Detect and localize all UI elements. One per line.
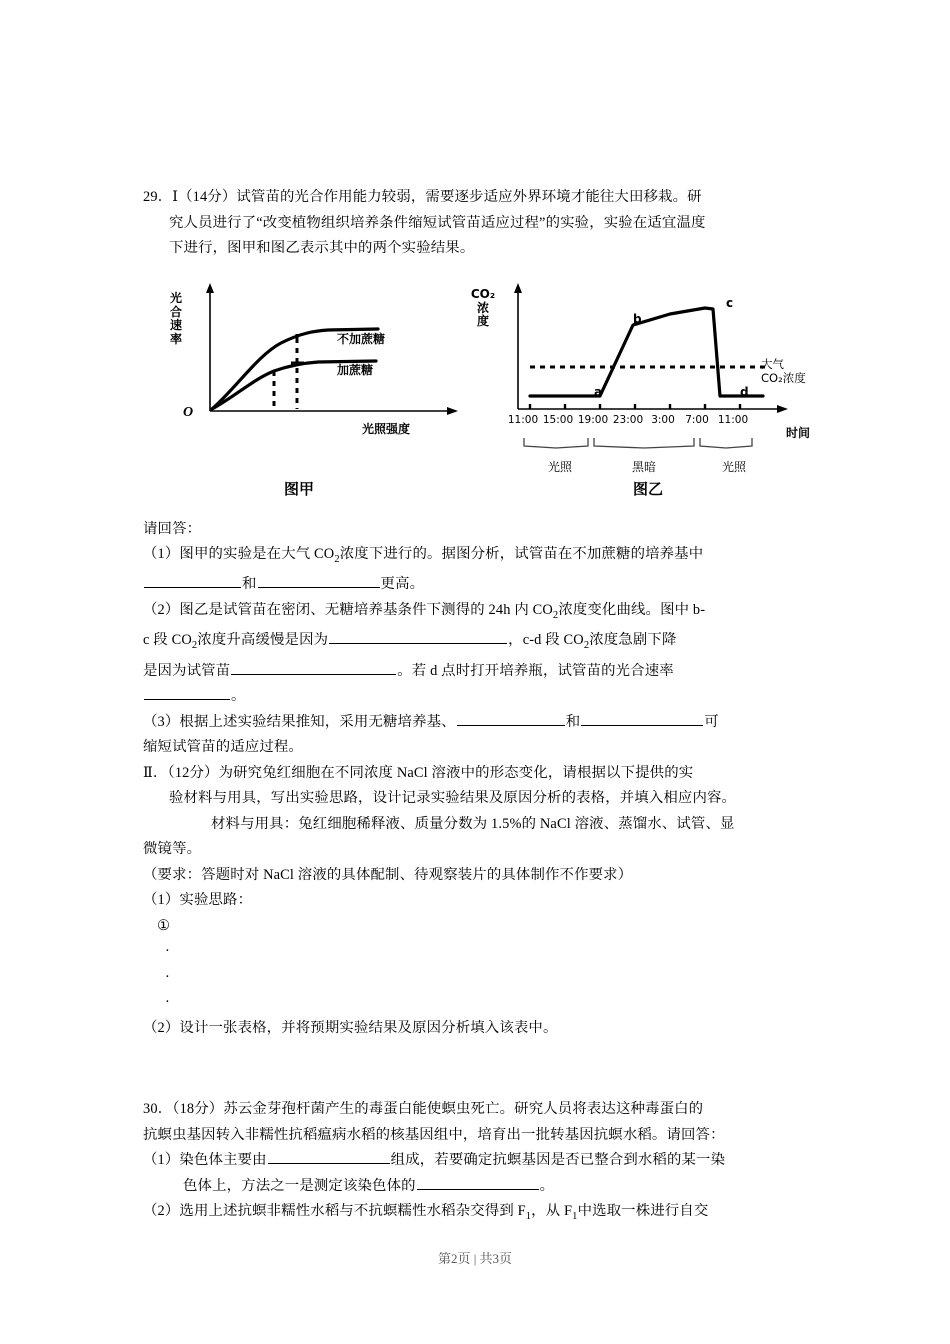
chart2-xtick-1: 15:00 <box>542 414 574 426</box>
q29-item3-text-c: 可 <box>704 713 719 730</box>
q30-item1-line1 <box>143 1148 815 1174</box>
chart1-ylabel-char-1: 合 <box>169 304 182 319</box>
answer-blank[interactable] <box>144 684 230 700</box>
q29-item2-text-g: 是因为试管苗 <box>143 662 231 679</box>
chart2-xtick-5: 7:00 <box>685 414 709 426</box>
q29-part2-requirement: （要求：答题时对 NaCl 溶液的具体配制、待观察装片的具体制作不作要求） <box>143 866 633 883</box>
chart2-phase-label-dark: 黑暗 <box>631 460 656 474</box>
chart1-series-label-no-sucrose: 不加蔗糖 <box>337 332 386 346</box>
q29-item1-text-c: 和 <box>242 576 257 593</box>
chart2-ylabel-char-2: 度 <box>476 314 489 328</box>
answer-blank[interactable] <box>144 572 241 588</box>
chart2-xtick-0: 11:00 <box>507 414 539 426</box>
q30-item1-text-a: （1）染色体主要由 <box>143 1152 267 1169</box>
q30-item2-text-b: ，从 F <box>531 1203 573 1220</box>
q29-item1-text-a: （1）图甲的实验是在大气 CO <box>143 546 335 562</box>
q30-stem-line1: 30．（18分）苏云金芽孢杆菌产生的毒蛋白能使螟虫死亡。研究人员将表达这种毒蛋白的 <box>143 1101 704 1118</box>
answer-blank[interactable] <box>457 710 565 726</box>
q30-item2-text-a: （2）选用上述抗螟非糯性水稻与不抗螟糯性水稻杂交得到 F <box>143 1203 526 1220</box>
q29-stem-line1: 29．Ⅰ（14分）试管苗的光合作用能力较弱，需要逐步适应外界环境才能往大田移栽。研 <box>143 189 702 205</box>
q29-item2-sub1: 2 <box>552 609 559 621</box>
chart2-ylabel-char-0: CO₂ <box>470 287 496 301</box>
q29-item2-text-e: ，c-d 段 CO <box>508 632 584 649</box>
chart2-x-axis-label: 时间 <box>786 426 811 440</box>
chart2-ylabel-char-1: 浓 <box>476 300 489 315</box>
chart1-ylabel-char-0: 光 <box>169 291 182 305</box>
q30-item2-line1 <box>143 1199 815 1229</box>
q29-item1-subscript: 2 <box>334 553 340 565</box>
chart1-caption: 图甲 <box>284 480 315 498</box>
chart2-xtick-6: 11:00 <box>717 414 749 426</box>
answer-blank[interactable] <box>231 659 396 675</box>
answer-blank[interactable] <box>417 1174 539 1190</box>
chart2-xtick-4: 3:00 <box>651 414 675 426</box>
q29-item2-text-h: 。若 d 点时打开培养瓶，试管苗的光合速率 <box>397 662 674 679</box>
chart2-point-label-c: c <box>726 296 734 310</box>
q29-part2-item2: （2）设计一张表格，并将预期实验结果及原因分析填入该表中。 <box>143 1019 558 1036</box>
q29-item2-line1 <box>143 598 815 628</box>
chart2-reference-label-line2: CO₂浓度 <box>761 371 806 385</box>
section-gap <box>143 1041 815 1097</box>
chart2-phase-label-light-1: 光照 <box>547 460 572 474</box>
q29-item2-sub3: 2 <box>583 640 590 652</box>
answer-blank[interactable] <box>581 710 703 726</box>
document-body <box>143 185 815 1230</box>
page-footer: 第2页 | 共3页 <box>437 1251 513 1266</box>
q29-part2-line4: 微镜等。 <box>143 841 202 858</box>
q29-item2-text-a: （2）图乙是试管苗在密闭、无糖培养基条件下测得的 24h 内 CO <box>143 601 553 618</box>
chart2-reference-label-line1: 大气 <box>761 357 784 371</box>
chart1-x-axis-label: 光照强度 <box>362 422 411 436</box>
q30-item1-text-d: 。 <box>539 1177 555 1194</box>
q29-part2-bullet-1: · <box>165 943 170 960</box>
q29-part2-item1: （1）实验思路： <box>143 892 253 909</box>
q30-item1-text-c: 色体上，方法之一是测定该染色体的 <box>183 1177 416 1194</box>
chart2-point-label-b: b <box>633 312 642 326</box>
chart2-point-label-a: a <box>594 385 603 399</box>
answer-blank[interactable] <box>329 628 507 644</box>
q29-part2-bullet-2: · <box>165 968 170 985</box>
q29-item2-line2 <box>143 628 815 658</box>
q29-item2-text-c: c 段 CO <box>143 632 192 649</box>
q29-item1-blanks <box>143 572 815 598</box>
q29-item1-text-b: 浓度下进行的。据图分析，试管苗在不加蔗糖的培养基中 <box>339 546 704 562</box>
q29-stem-line2: 究人员进行了“改变植物组织培养条件缩短试管苗适应过程”的实验，实验在适宜温度 <box>169 214 706 231</box>
chart2-caption: 图乙 <box>633 480 664 498</box>
chart1-ylabel-char-3: 率 <box>169 331 182 346</box>
q29-item2-text-i: 。 <box>231 688 246 705</box>
q29-answer-prompt: 请回答： <box>143 520 202 537</box>
q29-item1-text-d: 更高。 <box>380 576 425 593</box>
q30-item2-sub2: 1 <box>572 1211 578 1222</box>
q29-item3-text-b: 和 <box>565 713 581 730</box>
q30-item1-text-b: 组成，若要确定抗螟基因是否已整合到水稻的某一染 <box>390 1152 726 1169</box>
q29-item2-text-f: 浓度急剧下降 <box>589 632 677 649</box>
figure-area-spacer <box>143 262 815 517</box>
q29-item2-line4 <box>143 684 815 710</box>
q29-part2-marker-1: ① <box>157 917 171 934</box>
answer-blank[interactable] <box>268 1148 390 1164</box>
chart2-phase-label-light-2: 光照 <box>721 460 746 474</box>
q30-item2-text-c: 中选取一株进行自交 <box>577 1203 709 1220</box>
q29-item1 <box>143 542 815 572</box>
q29-item2-text-b: 浓度变化曲线。图中 b- <box>558 601 706 618</box>
chart1-ylabel-char-2: 速 <box>169 318 182 332</box>
q29-item2-text-d: 浓度升高缓慢是因为 <box>197 632 329 649</box>
q29-item3-text-a: （3）根据上述实验结果推知，采用无糖培养基、 <box>143 713 456 730</box>
q29-item2-sub2: 2 <box>191 640 198 652</box>
q29-part2-bullet-3: · <box>165 994 170 1011</box>
q30-stem-line2: 抗螟虫基因转入非糯性抗稻瘟病水稻的核基因组中，培育出一批转基因抗螟水稻。请回答： <box>143 1126 725 1143</box>
q30-item2-sub1: 1 <box>525 1211 532 1222</box>
chart2-point-label-d: d <box>740 385 749 399</box>
q29-item3-line1 <box>143 710 815 736</box>
q30-item1-line2 <box>143 1174 815 1200</box>
q29-item2-line3 <box>143 659 815 685</box>
chart1-origin-label: O <box>183 405 194 420</box>
q29-stem-line3: 下进行，图甲和图乙表示其中的两个实验结果。 <box>169 240 475 256</box>
q29-part2-line2: 验材料与用具，写出实验思路，设计记录实验结果及原因分析的表格，并填入相应内容。 <box>169 790 737 807</box>
q29-part2-line1: Ⅱ．（12分）为研究兔红细胞在不同浓度 NaCl 溶液中的形态变化，请根据以下提供的实 <box>143 764 694 781</box>
chart2-xtick-3: 23:00 <box>612 414 644 426</box>
answer-blank[interactable] <box>258 572 380 588</box>
chart1-series-label-with-sucrose: 加蔗糖 <box>337 363 374 377</box>
q29-item3-line2: 缩短试管苗的适应过程。 <box>143 739 303 756</box>
chart2-xtick-2: 19:00 <box>577 414 609 426</box>
q29-part2-line3: 材料与用具：兔红细胞稀释液、质量分数为 1.5%的 NaCl 溶液、蒸馏水、试管、显 <box>211 815 735 832</box>
